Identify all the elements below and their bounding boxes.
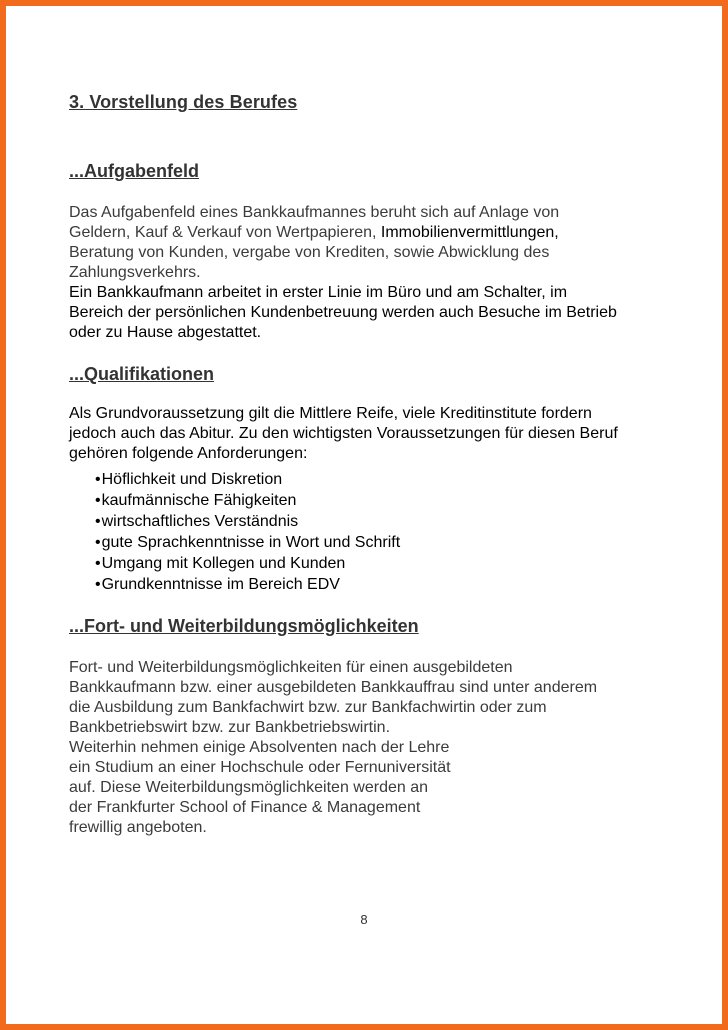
page-title: 3. Vorstellung des Berufes xyxy=(69,92,298,112)
qualifikationen-line: jedoch auch das Abitur. Zu den wichtigsten Voraussetzungen für diesen Beruf xyxy=(69,425,618,442)
bullet-icon: • xyxy=(95,534,101,551)
weiterbildung-line: Bankkaufmann bzw. einer ausgebildeten Bankkauffrau sind unter anderem xyxy=(69,679,598,696)
weiterbildung-paragraph xyxy=(69,658,669,838)
list-item-text: gute Sprachkenntnisse in Wort und Schrift xyxy=(101,534,401,551)
aufgabenfeld-line: Das Aufgabenfeld eines Bankkaufmannes beruht sich auf Anlage von xyxy=(69,204,560,221)
section-heading-qualifikationen: ...Qualifikationen xyxy=(69,364,215,384)
list-item xyxy=(95,553,669,574)
list-item xyxy=(95,490,669,511)
list-item xyxy=(95,511,669,532)
weiterbildung-line: Weiterhin nehmen einige Absolventen nach der Lehre xyxy=(69,739,450,756)
bullet-icon: • xyxy=(95,555,101,572)
document-body xyxy=(69,92,669,838)
section-heading-aufgabenfeld: ...Aufgabenfeld xyxy=(69,161,199,181)
weiterbildung-line: der Frankfurter School of Finance & Management xyxy=(69,799,421,816)
list-item xyxy=(95,469,669,490)
weiterbildung-line: frewillig angeboten. xyxy=(69,819,207,836)
qualifikationen-paragraph xyxy=(69,404,669,464)
list-item xyxy=(95,532,669,553)
qualifikationen-line: gehören folgende Anforderungen: xyxy=(69,445,308,462)
list-item-text: wirtschaftliches Verständnis xyxy=(101,513,299,530)
bullet-icon: • xyxy=(95,576,101,593)
list-item-text: Umgang mit Kollegen und Kunden xyxy=(101,555,346,572)
weiterbildung-line: Bankbetriebswirt bzw. zur Bankbetriebswirtin. xyxy=(69,719,391,736)
bullet-icon: • xyxy=(95,513,101,530)
aufgabenfeld-line: Geldern, Kauf & Verkauf von Wertpapieren, xyxy=(69,224,381,241)
list-item-text: Höflichkeit und Diskretion xyxy=(101,471,283,488)
bullet-icon: • xyxy=(95,492,101,509)
aufgabenfeld-line: oder zu Hause abgestattet. xyxy=(69,324,262,341)
aufgabenfeld-line: Ein Bankkaufmann arbeitet in erster Linie im Büro und am Schalter, im xyxy=(69,284,568,301)
list-item-text: Grundkenntnisse im Bereich EDV xyxy=(101,576,340,593)
weiterbildung-line: Fort- und Weiterbildungsmöglichkeiten für einen ausgebildeten xyxy=(69,659,513,676)
weiterbildung-line: ein Studium an einer Hochschule oder Fernuniversität xyxy=(69,759,451,776)
aufgabenfeld-line: Beratung von Kunden, vergabe von Krediten, sowie Abwicklung des xyxy=(69,244,550,261)
list-item-text: kaufmännische Fähigkeiten xyxy=(101,492,297,509)
requirements-list xyxy=(69,469,669,595)
bullet-icon: • xyxy=(95,471,101,488)
aufgabenfeld-paragraph xyxy=(69,203,669,343)
list-item xyxy=(95,574,669,595)
weiterbildung-line: auf. Diese Weiterbildungsmöglichkeiten werden an xyxy=(69,779,429,796)
aufgabenfeld-line: Bereich der persönlichen Kundenbetreuung werden auch Besuche im Betrieb xyxy=(69,304,617,321)
page-number: 8 xyxy=(360,912,368,927)
aufgabenfeld-line: Zahlungsverkehrs. xyxy=(69,264,201,281)
qualifikationen-line: Als Grundvoraussetzung gilt die Mittlere Reife, viele Kreditinstitute fordern xyxy=(69,405,592,422)
section-heading-weiterbildung: ...Fort- und Weiterbildungsmöglichkeiten xyxy=(69,616,419,636)
weiterbildung-line: die Ausbildung zum Bankfachwirt bzw. zur Bankfachwirtin oder zum xyxy=(69,699,547,716)
aufgabenfeld-emph: Immobilienvermittlungen, xyxy=(380,224,559,241)
